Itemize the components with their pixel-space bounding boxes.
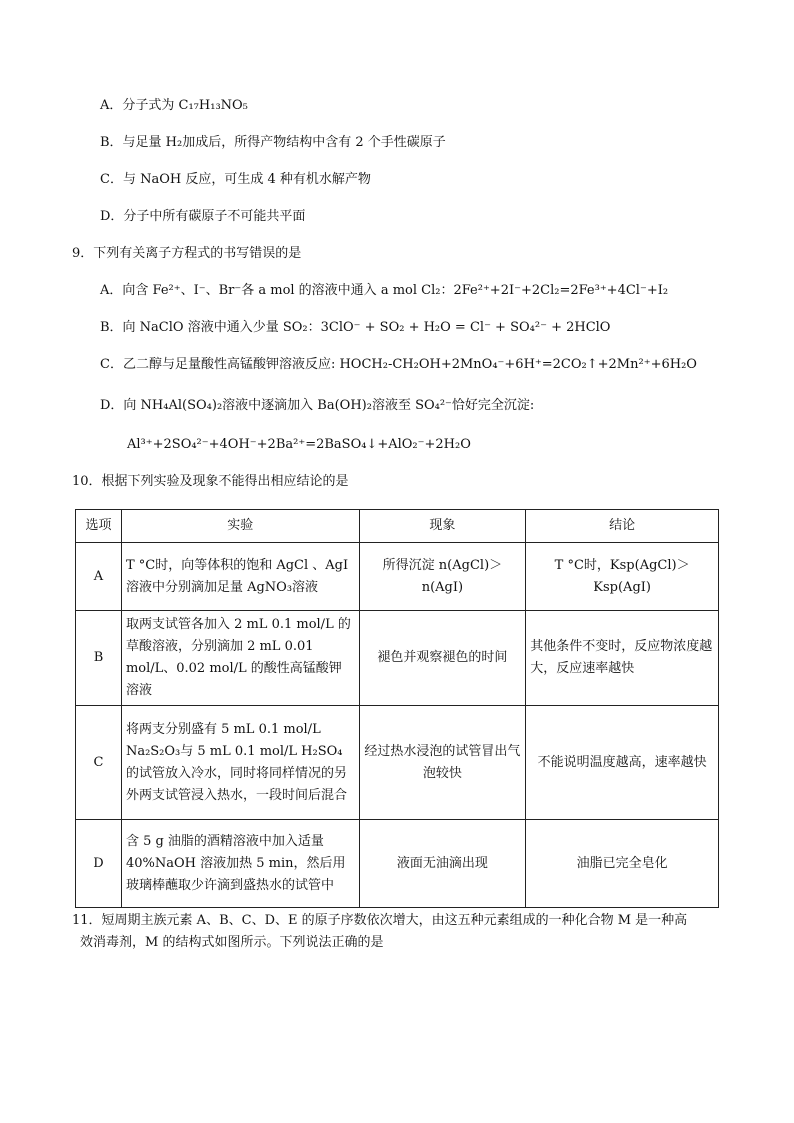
q9-option-c: C．乙二醇与足量酸性高锰酸钾溶液反应: HOCH₂-CH₂OH+2MnO₄⁻+6H⁺=2CO₂↑+2Mn²⁺+6H₂O <box>100 357 697 372</box>
row-phenomenon: 液面无油滴出现 <box>359 820 526 908</box>
row-experiment: T °C时，向等体积的饱和 AgCl 、AgI 溶液中分别滴加足量 AgNO₃溶液 <box>121 543 359 611</box>
table-header-row <box>76 510 719 543</box>
row-phenomenon: 经过热水浸泡的试管冒出气泡较快 <box>359 706 526 820</box>
table-row <box>76 706 719 820</box>
q8-option-c: C．与 NaOH 反应，可生成 4 种有机水解产物 <box>100 172 371 187</box>
header-phenomenon: 现象 <box>359 510 526 543</box>
row-phenomenon: 所得沉淀 n(AgCl)＞n(AgI) <box>359 543 526 611</box>
table-row <box>76 820 719 908</box>
row-conclusion: T °C时，Ksp(AgCl)＞Ksp(AgI) <box>526 543 719 611</box>
experiment-table <box>75 509 719 908</box>
q9-option-d: D．向 NH₄Al(SO₄)₂溶液中逐滴加入 Ba(OH)₂溶液至 SO₄²⁻恰好完全沉淀: <box>100 398 535 413</box>
q9-option-d-equation: Al³⁺+2SO₄²⁻+4OH⁻+2Ba²⁺=2BaSO₄↓+AlO₂⁻+2H₂O <box>127 437 471 452</box>
q11-line-2: 效消毒剂，M 的结构式如图所示。下列说法正确的是 <box>80 935 384 950</box>
q11-line-1: 11．短周期主族元素 A、B、C、D、E 的原子序数依次增大，由这五种元素组成的一种化合物 M 是一种高 <box>72 913 688 928</box>
row-option: D <box>76 820 122 908</box>
row-experiment: 将两支分别盛有 5 mL 0.1 mol/L Na₂S₂O₃与 5 mL 0.1 mol/L H₂SO₄的试管放入冷水，同时将同样情况的另外两支试管浸入热水，一段时间后混合 <box>121 706 359 820</box>
q8-option-d: D．分子中所有碳原子不可能共平面 <box>100 209 306 224</box>
table-row <box>76 543 719 611</box>
row-experiment: 含 5 g 油脂的酒精溶液中加入适量 40%NaOH 溶液加热 5 min，然后用玻璃棒蘸取少许滴到盛热水的试管中 <box>121 820 359 908</box>
row-experiment: 取两支试管各加入 2 mL 0.1 mol/L 的草酸溶液，分别滴加 2 mL 0.01 mol/L、0.02 mol/L 的酸性高锰酸钾溶液 <box>121 611 359 706</box>
q10-stem: 10．根据下列实验及现象不能得出相应结论的是 <box>72 474 349 489</box>
row-phenomenon: 褪色并观察褪色的时间 <box>359 611 526 706</box>
q8-option-a: A．分子式为 C₁₇H₁₃NO₅ <box>100 98 248 113</box>
row-conclusion: 油脂已完全皂化 <box>526 820 719 908</box>
row-option: A <box>76 543 122 611</box>
header-experiment: 实验 <box>121 510 359 543</box>
header-option: 选项 <box>76 510 122 543</box>
q9-option-a: A．向含 Fe²⁺、I⁻、Br⁻各 a mol 的溶液中通入 a mol Cl₂：2Fe²⁺+2I⁻+2Cl₂=2Fe³⁺+4Cl⁻+I₂ <box>100 283 669 298</box>
row-conclusion: 其他条件不变时，反应物浓度越大，反应速率越快 <box>526 611 719 706</box>
q9-stem: 9．下列有关离子方程式的书写错误的是 <box>72 246 302 261</box>
row-option: C <box>76 706 122 820</box>
header-conclusion: 结论 <box>526 510 719 543</box>
table-row <box>76 611 719 706</box>
q8-option-b: B．与足量 H₂加成后，所得产物结构中含有 2 个手性碳原子 <box>100 135 446 150</box>
row-option: B <box>76 611 122 706</box>
q11-stem <box>72 910 724 954</box>
q9-option-b: B．向 NaClO 溶液中通入少量 SO₂：3ClO⁻ + SO₂ + H₂O = Cl⁻ + SO₄²⁻ + 2HClO <box>100 320 611 335</box>
row-conclusion: 不能说明温度越高，速率越快 <box>526 706 719 820</box>
